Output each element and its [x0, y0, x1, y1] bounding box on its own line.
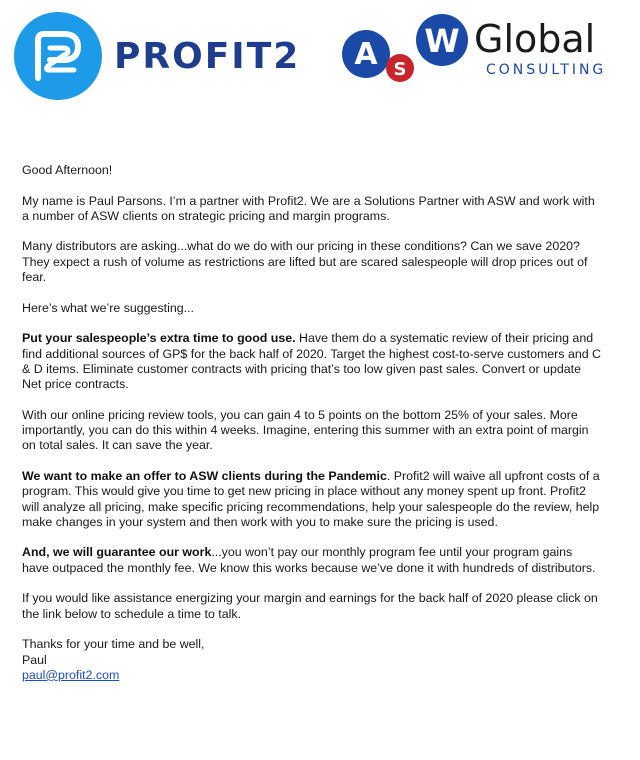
- extra-time-paragraph: [22, 331, 602, 392]
- profit2-logo-icon: [14, 12, 102, 100]
- tools-paragraph: With our online pricing review tools, you can gain 4 to 5 points on the bottom 25% of your sales. More importantly, you can do this within 4 weeks. Imagine, entering this summer with an extra point of margin on total sales. It can save the year.: [22, 407, 589, 453]
- profit2-logo: [14, 12, 300, 100]
- cta-paragraph: If you would like assistance energizing your margin and earnings for the back half of 2020 please click on the link below to schedule a time to talk.: [22, 591, 598, 621]
- svg-text:A: A: [354, 37, 378, 72]
- extra-time-heading: Put your salespeople’s extra time to good use.: [22, 331, 296, 346]
- offer-text: . Profit2 will waive all upfront costs of a program. This would give you time to get new pricing in place without any money spent up front. Profit2 will analyze all pricing, make specific pricing recommendations, help your salespeople do the review, help make changes in your system and then work with you to make sure the pricing is used.: [22, 468, 600, 529]
- question-paragraph: Many distributors are asking...what do we do with our pricing in these conditions? Can we save 2020? They expect a rush of volume as restrictions are lifted but are scared salespeople will drop prices out of fear.: [22, 239, 588, 285]
- svg-text:W: W: [424, 22, 460, 60]
- svg-text:S: S: [393, 59, 407, 80]
- email-body: [22, 163, 602, 683]
- greeting: Good Afternoon!: [22, 163, 113, 177]
- asw-global-consulting-logo: [336, 8, 632, 88]
- intro-paragraph: My name is Paul Parsons. I’m a partner with Profit2. We are a Solutions Partner with ASW and work with a number of ASW clients on strategic pricing and margin programs.: [22, 193, 595, 223]
- email-link[interactable]: paul@profit2.com: [22, 667, 120, 682]
- profit2-logo-text: PROFIT2: [114, 35, 301, 77]
- svg-text:Global: Global: [474, 17, 596, 61]
- header: [0, 0, 640, 110]
- guarantee-paragraph: [22, 545, 602, 576]
- offer-heading: We want to make an offer to ASW clients during the Pandemic: [22, 468, 387, 483]
- guarantee-heading: And, we will guarantee our work: [22, 545, 212, 560]
- signature-name: Paul: [22, 652, 47, 667]
- thanks-line: Thanks for your time and be well,: [22, 637, 205, 652]
- offer-paragraph: [22, 469, 602, 530]
- guarantee-text: ...you won’t pay our monthly program fee until your program gains have outpaced the monthly fee. We know this works because we’ve done it with hundreds of distributors.: [22, 545, 596, 575]
- svg-text:CONSULTING: CONSULTING: [486, 62, 607, 78]
- extra-time-text: Have them do a systematic review of their pricing and find additional sources of GP$ for the back half of 2020. Target the highest cost-to-serve customers and C & D items. Eliminate customer contracts with pricing that’s too low given past sales. Convert or update Net price contracts.: [22, 331, 602, 392]
- suggesting-paragraph: Here’s what we’re suggesting...: [22, 300, 194, 315]
